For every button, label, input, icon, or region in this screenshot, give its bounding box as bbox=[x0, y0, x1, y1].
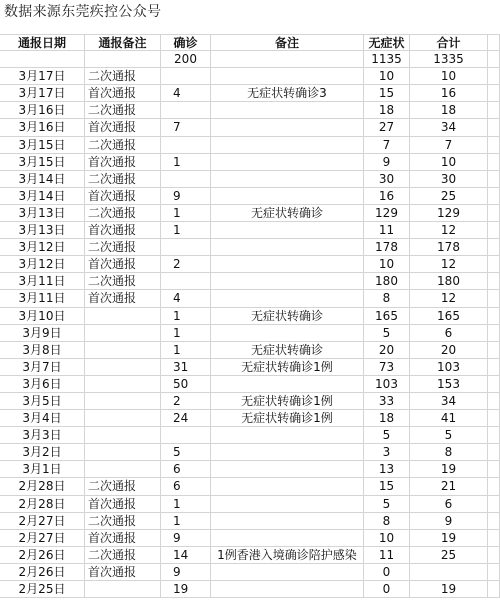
asymptomatic-cell[interactable]: 11 bbox=[364, 547, 410, 564]
total-cell[interactable]: 5 bbox=[410, 427, 488, 444]
empty-cell[interactable] bbox=[488, 290, 500, 307]
asymptomatic-cell[interactable]: 18 bbox=[364, 410, 410, 427]
table-row bbox=[0, 342, 500, 359]
note-cell[interactable] bbox=[85, 376, 161, 393]
empty-cell[interactable] bbox=[488, 513, 500, 530]
table-row bbox=[0, 496, 500, 513]
date-cell[interactable]: 3月17日 bbox=[0, 68, 85, 85]
table-row bbox=[0, 325, 500, 342]
remark-cell[interactable]: 1例香港入境确诊陪护感染 bbox=[211, 547, 364, 564]
confirmed-cell[interactable]: 1 bbox=[161, 513, 211, 530]
date-cell[interactable]: 3月11日 bbox=[0, 273, 85, 290]
total-cell[interactable]: 6 bbox=[410, 325, 488, 342]
date-cell[interactable]: 3月13日 bbox=[0, 222, 85, 239]
total-cell[interactable]: 6 bbox=[410, 496, 488, 513]
remark-cell[interactable] bbox=[211, 102, 364, 119]
data-table bbox=[0, 34, 500, 598]
total-cell[interactable]: 12 bbox=[410, 222, 488, 239]
asymptomatic-cell[interactable]: 165 bbox=[364, 308, 410, 325]
note-cell[interactable]: 首次通报 bbox=[85, 496, 161, 513]
table-row bbox=[0, 513, 500, 530]
asymptomatic-cell[interactable]: 5 bbox=[364, 496, 410, 513]
date-cell[interactable]: 3月7日 bbox=[0, 359, 85, 376]
date-cell[interactable]: 2月25日 bbox=[0, 581, 85, 598]
note-cell[interactable] bbox=[85, 308, 161, 325]
asymptomatic-cell[interactable]: 73 bbox=[364, 359, 410, 376]
empty-cell[interactable] bbox=[488, 171, 500, 188]
remark-cell[interactable] bbox=[211, 68, 364, 85]
note-cell[interactable]: 首次通报 bbox=[85, 530, 161, 547]
empty-cell[interactable] bbox=[488, 308, 500, 325]
empty-cell[interactable] bbox=[488, 376, 500, 393]
table-row bbox=[0, 410, 500, 427]
empty-cell[interactable] bbox=[488, 85, 500, 102]
table-row bbox=[0, 376, 500, 393]
date-cell[interactable]: 3月3日 bbox=[0, 427, 85, 444]
table-row bbox=[0, 256, 500, 273]
empty-cell[interactable] bbox=[488, 359, 500, 376]
confirmed-cell[interactable] bbox=[161, 427, 211, 444]
asymptomatic-cell[interactable]: 5 bbox=[364, 325, 410, 342]
remark-cell[interactable] bbox=[211, 290, 364, 307]
note-cell[interactable] bbox=[85, 342, 161, 359]
header-confirmed[interactable]: 确诊 bbox=[161, 34, 211, 51]
note-cell[interactable]: 二次通报 bbox=[85, 273, 161, 290]
date-cell[interactable]: 3月16日 bbox=[0, 102, 85, 119]
asymptomatic-cell[interactable]: 0 bbox=[364, 581, 410, 598]
remark-cell[interactable]: 无症状转确诊1例 bbox=[211, 359, 364, 376]
asymptomatic-cell[interactable]: 15 bbox=[364, 478, 410, 495]
remark-cell[interactable]: 无症状转确诊3 bbox=[211, 85, 364, 102]
table-row bbox=[0, 530, 500, 547]
total-cell[interactable]: 19 bbox=[410, 530, 488, 547]
date-cell[interactable]: 3月1日 bbox=[0, 461, 85, 478]
confirmed-cell[interactable]: 31 bbox=[161, 359, 211, 376]
date-cell[interactable]: 2月27日 bbox=[0, 513, 85, 530]
asymptomatic-cell[interactable]: 15 bbox=[364, 85, 410, 102]
confirmed-cell[interactable]: 19 bbox=[161, 581, 211, 598]
note-cell[interactable] bbox=[85, 444, 161, 461]
asymptomatic-cell[interactable]: 30 bbox=[364, 171, 410, 188]
remark-cell[interactable] bbox=[211, 444, 364, 461]
note-cell[interactable]: 二次通报 bbox=[85, 68, 161, 85]
total-cell[interactable]: 12 bbox=[410, 290, 488, 307]
table-row bbox=[0, 205, 500, 222]
total-cell[interactable] bbox=[410, 564, 488, 581]
table-row bbox=[0, 393, 500, 410]
source-caption: 数据来源东莞疾控公众号 bbox=[4, 4, 162, 20]
confirmed-cell[interactable] bbox=[161, 239, 211, 256]
date-cell[interactable]: 2月28日 bbox=[0, 478, 85, 495]
note-cell[interactable] bbox=[85, 325, 161, 342]
note-cell[interactable]: 二次通报 bbox=[85, 239, 161, 256]
asymptomatic-cell[interactable]: 5 bbox=[364, 427, 410, 444]
remark-cell[interactable] bbox=[211, 376, 364, 393]
note-cell[interactable]: 首次通报 bbox=[85, 256, 161, 273]
remark-cell[interactable] bbox=[211, 564, 364, 581]
remark-cell[interactable] bbox=[211, 325, 364, 342]
total-cell[interactable]: 10 bbox=[410, 68, 488, 85]
empty-cell[interactable] bbox=[488, 444, 500, 461]
asymptomatic-cell[interactable]: 18 bbox=[364, 102, 410, 119]
note-cell[interactable]: 二次通报 bbox=[85, 478, 161, 495]
total-cell[interactable]: 7 bbox=[410, 137, 488, 154]
note-cell[interactable] bbox=[85, 427, 161, 444]
confirmed-cell[interactable]: 1 bbox=[161, 154, 211, 171]
total-cell[interactable]: 8 bbox=[410, 444, 488, 461]
total-asymptomatic[interactable]: 1135 bbox=[364, 51, 410, 68]
confirmed-cell[interactable]: 50 bbox=[161, 376, 211, 393]
remark-cell[interactable] bbox=[211, 239, 364, 256]
date-cell[interactable]: 3月8日 bbox=[0, 342, 85, 359]
asymptomatic-cell[interactable]: 10 bbox=[364, 530, 410, 547]
empty-cell[interactable] bbox=[488, 547, 500, 564]
empty-cell[interactable] bbox=[488, 188, 500, 205]
empty-cell[interactable] bbox=[211, 51, 364, 68]
table-row bbox=[0, 273, 500, 290]
totals-row bbox=[0, 51, 500, 68]
remark-cell[interactable]: 无症状转确诊 bbox=[211, 308, 364, 325]
note-cell[interactable]: 二次通报 bbox=[85, 205, 161, 222]
asymptomatic-cell[interactable]: 16 bbox=[364, 188, 410, 205]
empty-cell[interactable] bbox=[488, 137, 500, 154]
empty-cell[interactable] bbox=[488, 496, 500, 513]
date-cell[interactable]: 3月15日 bbox=[0, 154, 85, 171]
empty-cell[interactable] bbox=[488, 564, 500, 581]
total-cell[interactable]: 34 bbox=[410, 119, 488, 136]
date-cell[interactable]: 3月14日 bbox=[0, 171, 85, 188]
total-cell[interactable]: 10 bbox=[410, 154, 488, 171]
total-cell[interactable]: 165 bbox=[410, 308, 488, 325]
empty-cell[interactable] bbox=[488, 119, 500, 136]
total-cell[interactable]: 153 bbox=[410, 376, 488, 393]
remark-cell[interactable] bbox=[211, 530, 364, 547]
confirmed-cell[interactable]: 24 bbox=[161, 410, 211, 427]
empty-cell[interactable] bbox=[488, 68, 500, 85]
remark-cell[interactable] bbox=[211, 137, 364, 154]
confirmed-cell[interactable]: 9 bbox=[161, 564, 211, 581]
table-row bbox=[0, 239, 500, 256]
header-remark[interactable]: 备注 bbox=[211, 34, 364, 51]
empty-cell[interactable] bbox=[488, 342, 500, 359]
header-total[interactable]: 合计 bbox=[410, 34, 488, 51]
table-row bbox=[0, 137, 500, 154]
table-row bbox=[0, 68, 500, 85]
confirmed-cell[interactable]: 14 bbox=[161, 547, 211, 564]
date-cell[interactable]: 3月12日 bbox=[0, 256, 85, 273]
empty-cell[interactable] bbox=[488, 410, 500, 427]
confirmed-cell[interactable]: 1 bbox=[161, 342, 211, 359]
table-row bbox=[0, 461, 500, 478]
empty-cell[interactable] bbox=[488, 51, 500, 68]
date-cell[interactable]: 3月6日 bbox=[0, 376, 85, 393]
header-asymptomatic[interactable]: 无症状 bbox=[364, 34, 410, 51]
confirmed-cell[interactable] bbox=[161, 171, 211, 188]
asymptomatic-cell[interactable]: 11 bbox=[364, 222, 410, 239]
remark-cell[interactable] bbox=[211, 461, 364, 478]
table-row bbox=[0, 581, 500, 598]
date-cell[interactable]: 3月5日 bbox=[0, 393, 85, 410]
asymptomatic-cell[interactable]: 103 bbox=[364, 376, 410, 393]
remark-cell[interactable] bbox=[211, 188, 364, 205]
table-row bbox=[0, 308, 500, 325]
total-cell[interactable]: 180 bbox=[410, 273, 488, 290]
asymptomatic-cell[interactable]: 27 bbox=[364, 119, 410, 136]
remark-cell[interactable] bbox=[211, 581, 364, 598]
total-cell[interactable]: 19 bbox=[410, 461, 488, 478]
empty-cell[interactable] bbox=[85, 51, 161, 68]
asymptomatic-cell[interactable]: 33 bbox=[364, 393, 410, 410]
confirmed-cell[interactable]: 6 bbox=[161, 478, 211, 495]
remark-cell[interactable]: 无症状转确诊 bbox=[211, 205, 364, 222]
remark-cell[interactable] bbox=[211, 427, 364, 444]
note-cell[interactable]: 二次通报 bbox=[85, 137, 161, 154]
table-row bbox=[0, 444, 500, 461]
table-row bbox=[0, 102, 500, 119]
total-cell[interactable]: 9 bbox=[410, 513, 488, 530]
table-row bbox=[0, 427, 500, 444]
empty-cell[interactable] bbox=[488, 461, 500, 478]
total-cell[interactable]: 12 bbox=[410, 256, 488, 273]
total-cell[interactable]: 25 bbox=[410, 547, 488, 564]
remark-cell[interactable]: 无症状转确诊 bbox=[211, 342, 364, 359]
confirmed-cell[interactable]: 2 bbox=[161, 393, 211, 410]
table-row bbox=[0, 171, 500, 188]
total-cell[interactable]: 16 bbox=[410, 85, 488, 102]
total-cell[interactable]: 30 bbox=[410, 171, 488, 188]
empty-cell[interactable] bbox=[488, 34, 500, 51]
confirmed-cell[interactable] bbox=[161, 273, 211, 290]
confirmed-cell[interactable]: 5 bbox=[161, 444, 211, 461]
date-cell[interactable]: 2月28日 bbox=[0, 496, 85, 513]
asymptomatic-cell[interactable]: 7 bbox=[364, 137, 410, 154]
date-cell[interactable]: 3月11日 bbox=[0, 290, 85, 307]
note-cell[interactable] bbox=[85, 461, 161, 478]
asymptomatic-cell[interactable]: 0 bbox=[364, 564, 410, 581]
header-date[interactable]: 通报日期 bbox=[0, 34, 85, 51]
confirmed-cell[interactable] bbox=[161, 137, 211, 154]
note-cell[interactable]: 二次通报 bbox=[85, 171, 161, 188]
note-cell[interactable]: 首次通报 bbox=[85, 154, 161, 171]
total-confirmed[interactable]: 200 bbox=[161, 51, 211, 68]
date-cell[interactable]: 2月27日 bbox=[0, 530, 85, 547]
date-cell[interactable]: 3月4日 bbox=[0, 410, 85, 427]
asymptomatic-cell[interactable]: 180 bbox=[364, 273, 410, 290]
empty-cell[interactable] bbox=[488, 325, 500, 342]
remark-cell[interactable] bbox=[211, 496, 364, 513]
date-cell[interactable]: 3月10日 bbox=[0, 308, 85, 325]
date-cell[interactable]: 3月9日 bbox=[0, 325, 85, 342]
date-cell[interactable]: 3月15日 bbox=[0, 137, 85, 154]
total-cell[interactable]: 178 bbox=[410, 239, 488, 256]
table-row bbox=[0, 188, 500, 205]
date-cell[interactable]: 3月14日 bbox=[0, 188, 85, 205]
note-cell[interactable] bbox=[85, 359, 161, 376]
note-cell[interactable] bbox=[85, 410, 161, 427]
total-cell[interactable]: 19 bbox=[410, 581, 488, 598]
table-row bbox=[0, 85, 500, 102]
note-cell[interactable]: 二次通报 bbox=[85, 513, 161, 530]
date-cell[interactable]: 2月26日 bbox=[0, 564, 85, 581]
note-cell[interactable]: 二次通报 bbox=[85, 547, 161, 564]
total-cell[interactable]: 20 bbox=[410, 342, 488, 359]
note-cell[interactable] bbox=[85, 581, 161, 598]
table-row bbox=[0, 119, 500, 136]
total-cell[interactable]: 21 bbox=[410, 478, 488, 495]
remark-cell[interactable] bbox=[211, 171, 364, 188]
empty-cell[interactable] bbox=[488, 222, 500, 239]
note-cell[interactable]: 首次通报 bbox=[85, 119, 161, 136]
asymptomatic-cell[interactable]: 8 bbox=[364, 290, 410, 307]
confirmed-cell[interactable]: 6 bbox=[161, 461, 211, 478]
total-cell[interactable]: 18 bbox=[410, 102, 488, 119]
empty-cell[interactable] bbox=[488, 205, 500, 222]
empty-cell[interactable] bbox=[488, 256, 500, 273]
asymptomatic-cell[interactable]: 3 bbox=[364, 444, 410, 461]
confirmed-cell[interactable]: 1 bbox=[161, 205, 211, 222]
remark-cell[interactable] bbox=[211, 513, 364, 530]
confirmed-cell[interactable]: 2 bbox=[161, 256, 211, 273]
total-sum[interactable]: 1335 bbox=[410, 51, 488, 68]
confirmed-cell[interactable]: 1 bbox=[161, 325, 211, 342]
date-cell[interactable]: 3月16日 bbox=[0, 119, 85, 136]
empty-cell[interactable] bbox=[0, 51, 85, 68]
date-cell[interactable]: 3月12日 bbox=[0, 239, 85, 256]
table-row bbox=[0, 154, 500, 171]
confirmed-cell[interactable]: 4 bbox=[161, 85, 211, 102]
total-cell[interactable]: 103 bbox=[410, 359, 488, 376]
table-row bbox=[0, 547, 500, 564]
asymptomatic-cell[interactable]: 129 bbox=[364, 205, 410, 222]
total-cell[interactable]: 41 bbox=[410, 410, 488, 427]
confirmed-cell[interactable]: 1 bbox=[161, 308, 211, 325]
confirmed-cell[interactable]: 9 bbox=[161, 188, 211, 205]
note-cell[interactable]: 二次通报 bbox=[85, 102, 161, 119]
remark-cell[interactable] bbox=[211, 256, 364, 273]
date-cell[interactable]: 2月26日 bbox=[0, 547, 85, 564]
asymptomatic-cell[interactable]: 13 bbox=[364, 461, 410, 478]
remark-cell[interactable] bbox=[211, 273, 364, 290]
empty-cell[interactable] bbox=[488, 581, 500, 598]
note-cell[interactable]: 首次通报 bbox=[85, 290, 161, 307]
date-cell[interactable]: 3月13日 bbox=[0, 205, 85, 222]
asymptomatic-cell[interactable]: 178 bbox=[364, 239, 410, 256]
date-cell[interactable]: 3月2日 bbox=[0, 444, 85, 461]
total-cell[interactable]: 25 bbox=[410, 188, 488, 205]
note-cell[interactable] bbox=[85, 393, 161, 410]
date-cell[interactable]: 3月17日 bbox=[0, 85, 85, 102]
empty-cell[interactable] bbox=[488, 273, 500, 290]
asymptomatic-cell[interactable]: 9 bbox=[364, 154, 410, 171]
empty-cell[interactable] bbox=[488, 154, 500, 171]
empty-cell[interactable] bbox=[488, 530, 500, 547]
asymptomatic-cell[interactable]: 8 bbox=[364, 513, 410, 530]
total-cell[interactable]: 129 bbox=[410, 205, 488, 222]
note-cell[interactable]: 首次通报 bbox=[85, 222, 161, 239]
header-row bbox=[0, 34, 500, 51]
table-row bbox=[0, 359, 500, 376]
empty-cell[interactable] bbox=[488, 102, 500, 119]
asymptomatic-cell[interactable]: 10 bbox=[364, 68, 410, 85]
empty-cell[interactable] bbox=[488, 393, 500, 410]
header-note[interactable]: 通报备注 bbox=[85, 34, 161, 51]
note-cell[interactable]: 首次通报 bbox=[85, 85, 161, 102]
table-row bbox=[0, 564, 500, 581]
total-cell[interactable]: 34 bbox=[410, 393, 488, 410]
confirmed-cell[interactable] bbox=[161, 102, 211, 119]
table-row bbox=[0, 290, 500, 307]
confirmed-cell[interactable]: 4 bbox=[161, 290, 211, 307]
confirmed-cell[interactable]: 1 bbox=[161, 496, 211, 513]
remark-cell[interactable] bbox=[211, 119, 364, 136]
empty-cell[interactable] bbox=[488, 478, 500, 495]
remark-cell[interactable]: 无症状转确诊1例 bbox=[211, 410, 364, 427]
asymptomatic-cell[interactable]: 20 bbox=[364, 342, 410, 359]
empty-cell[interactable] bbox=[488, 427, 500, 444]
confirmed-cell[interactable]: 7 bbox=[161, 119, 211, 136]
empty-cell[interactable] bbox=[488, 239, 500, 256]
remark-cell[interactable] bbox=[211, 222, 364, 239]
remark-cell[interactable] bbox=[211, 154, 364, 171]
note-cell[interactable]: 首次通报 bbox=[85, 564, 161, 581]
remark-cell[interactable]: 无症状转确诊1例 bbox=[211, 393, 364, 410]
remark-cell[interactable] bbox=[211, 478, 364, 495]
note-cell[interactable]: 首次通报 bbox=[85, 188, 161, 205]
confirmed-cell[interactable]: 9 bbox=[161, 530, 211, 547]
table-row bbox=[0, 222, 500, 239]
confirmed-cell[interactable]: 1 bbox=[161, 222, 211, 239]
table-row bbox=[0, 478, 500, 495]
asymptomatic-cell[interactable]: 10 bbox=[364, 256, 410, 273]
confirmed-cell[interactable] bbox=[161, 68, 211, 85]
